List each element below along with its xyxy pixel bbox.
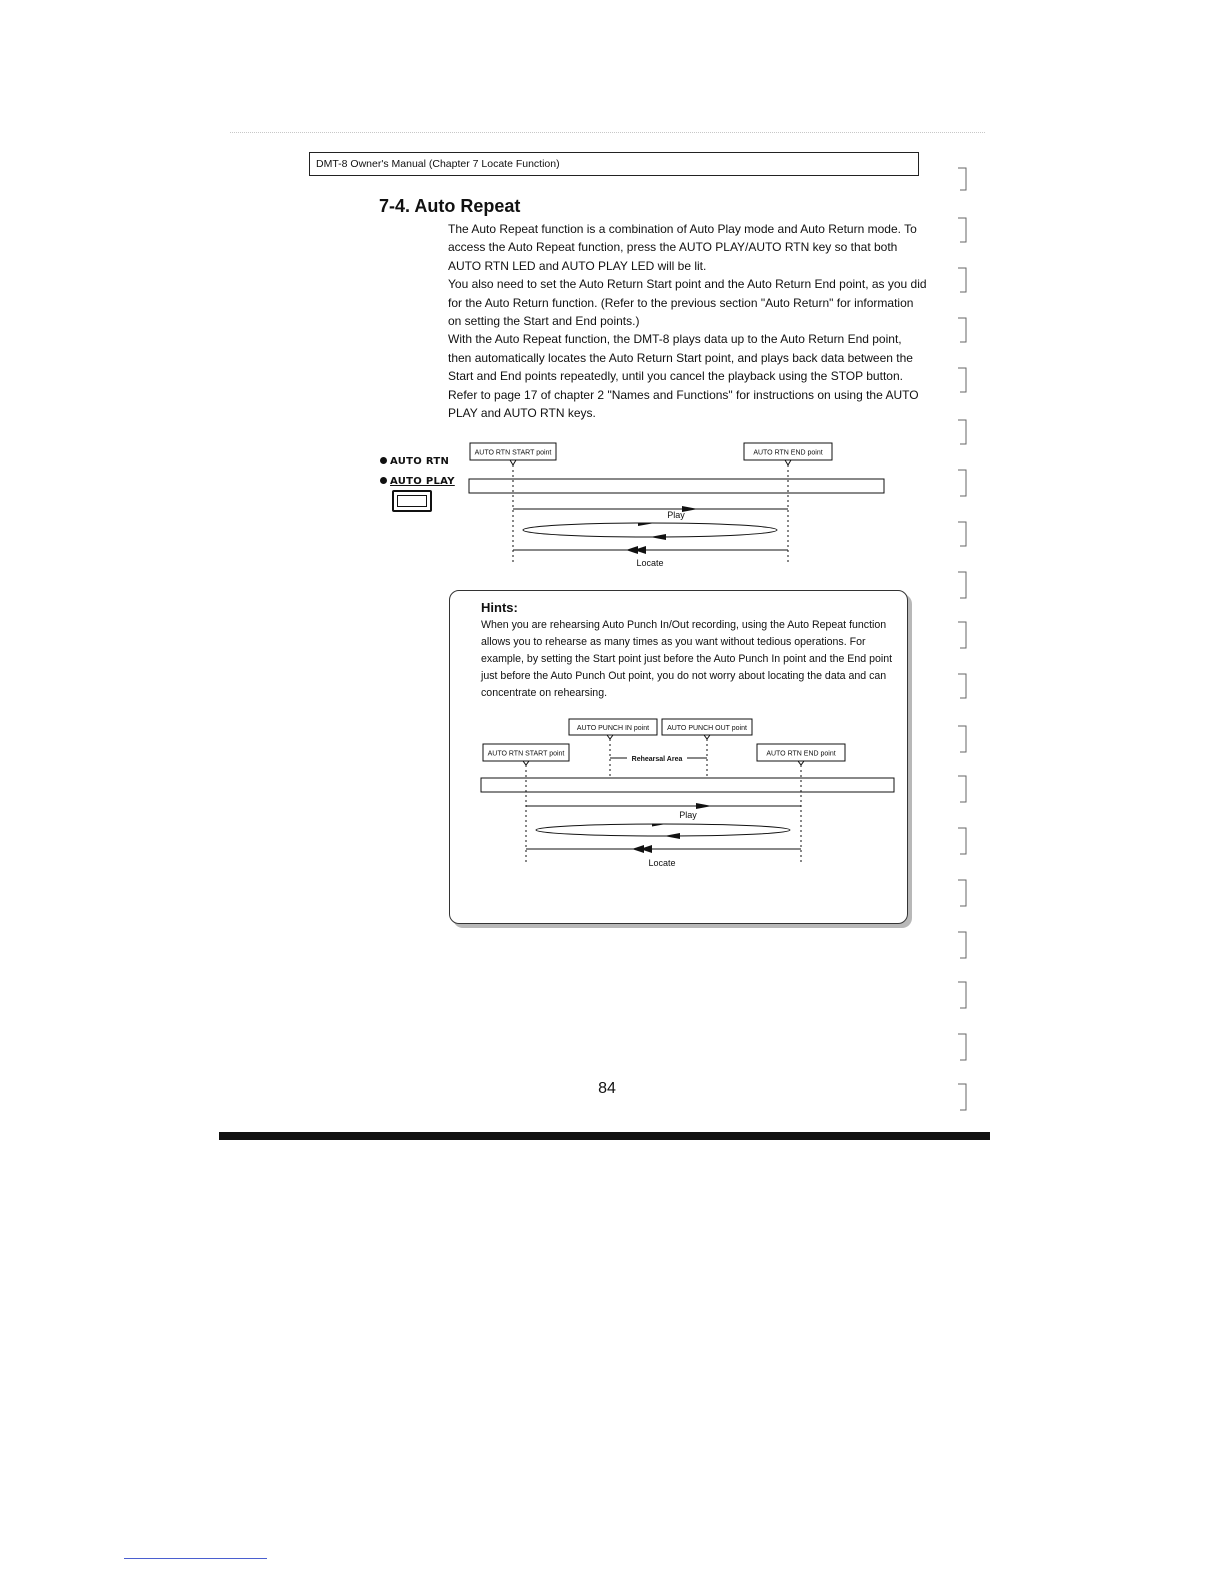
repeat-loop — [536, 824, 790, 836]
start-point-label: AUTO RTN START point — [487, 750, 565, 758]
start-pointer — [510, 460, 516, 465]
auto-play-label: AUTO PLAY — [390, 476, 455, 487]
punch-out-pointer — [704, 735, 710, 739]
rehearsal-area-label: Rehearsal Area — [631, 756, 683, 763]
play-label: Play — [667, 510, 685, 520]
locate-label: Locate — [648, 858, 676, 868]
page-number: 84 — [598, 1080, 616, 1097]
led-icon — [380, 477, 387, 484]
section-title: 7-4. Auto Repeat — [379, 196, 521, 216]
rehearsal-diagram — [470, 716, 900, 876]
loop-forward-arrow-icon — [652, 824, 666, 827]
bottom-underline — [124, 1558, 267, 1559]
auto-rtn-label: AUTO RTN — [390, 456, 450, 467]
punch-out-label: AUTO PUNCH OUT point — [667, 725, 747, 732]
auto-play-key-icon — [392, 490, 432, 512]
hints-title: Hints: — [481, 600, 518, 615]
locate-arrow-icon — [626, 546, 646, 554]
end-pointer — [785, 460, 791, 465]
body-paragraph: With the Auto Repeat function, the DMT-8 plays data up to the Auto Return End point, then automatically locates the Auto Return Start point, and plays back data between the Start and End points repeatedly, until you cancel the playback using the STOP button. Refer to page 17 of chapter 2 "Names and Functions" for instructions on using the AUTO PLAY and AUTO RTN keys. — [448, 332, 919, 421]
punch-in-label: AUTO PUNCH IN point — [576, 725, 650, 732]
footer-bar — [219, 1132, 990, 1140]
running-header: DMT-8 Owner's Manual (Chapter 7 Locate Function) — [309, 152, 919, 176]
body-paragraph: You also need to set the Auto Return Start point and the Auto Return End point, as you did for the Auto Return function. (Refer to the previous section "Auto Return" for information on setting the Start and End points.) — [448, 277, 927, 329]
locate-arrow-icon — [632, 845, 652, 853]
auto-rtn-led — [380, 456, 449, 467]
loop-back-arrow-icon — [650, 534, 666, 540]
loop-forward-arrow-icon — [638, 523, 652, 526]
auto-repeat-diagram — [460, 438, 900, 574]
scan-dotted-line — [230, 132, 985, 133]
end-point-label: AUTO RTN END point — [766, 750, 836, 758]
play-arrow-icon — [696, 803, 712, 809]
body-paragraph: The Auto Repeat function is a combination of Auto Play mode and Auto Return mode. To access the Auto Repeat function, press the AUTO PLAY/AUTO RTN key so that both AUTO RTN LED and AUTO PLAY LED will be lit. — [448, 222, 917, 273]
loop-back-arrow-icon — [664, 833, 680, 839]
play-label: Play — [679, 810, 697, 820]
locate-label: Locate — [636, 558, 664, 568]
punch-in-pointer — [607, 735, 613, 739]
auto-play-led — [380, 476, 455, 487]
led-icon — [380, 457, 387, 464]
end-pointer — [798, 761, 804, 765]
timeline-bar — [481, 778, 894, 792]
body-text — [448, 220, 928, 422]
scan-edge-marks — [950, 160, 980, 1120]
start-point-label: AUTO RTN START point — [474, 449, 552, 457]
repeat-loop — [523, 523, 777, 537]
start-pointer — [523, 761, 529, 765]
end-point-label: AUTO RTN END point — [753, 449, 823, 457]
hints-text: When you are rehearsing Auto Punch In/Out recording, using the Auto Repeat function allows you to rehearse as many times as you want without tedious operations. For example, by setting the Start point just before the Auto Punch In point and the End point just before the Auto Punch Out point, you do not worry about locating the data and can concentrate on rehearsing. — [481, 619, 893, 699]
timeline-bar — [469, 479, 884, 493]
